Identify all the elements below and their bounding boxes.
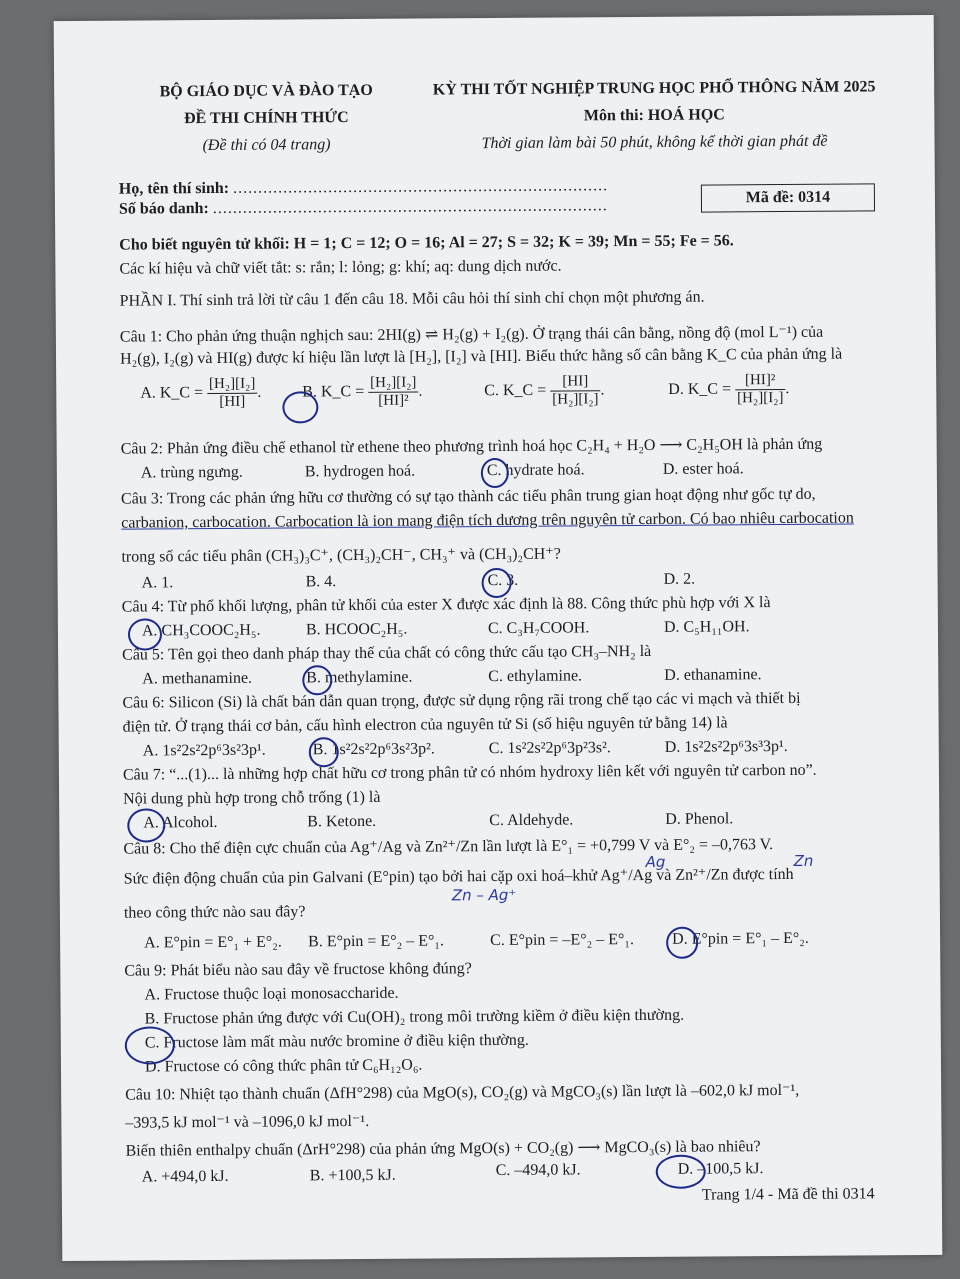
exam-code-box: Mã đề: 0314 (701, 183, 875, 212)
q7-line-2: Nội dung phù hợp trong chỗ trống (1) là (123, 788, 381, 808)
q4-line: Câu 4: Từ phổ khối lượng, phân tử khối của ester X được xác định là 88. Công thức phù hợp với X là (121, 594, 771, 616)
q5-option-d: D. ethanamine. (664, 666, 762, 684)
q6-option-c: C. 1s²2s²2p⁶3p²3s². (488, 739, 611, 758)
q8-line-2: Sức điện động chuẩn của pin Galvani (E°pin) tạo bởi hai cặp oxi hoá–khử Ag⁺/Ag và Zn²⁺/Zn được tính (123, 865, 794, 888)
q8-line-3: theo công thức nào sau đây? (123, 903, 306, 922)
q7-line-1: Câu 7: “...(1)... là những hợp chất hữu cơ trong phân tử có nhóm hydroxy liên kết với nguyên tử carbon no”. (122, 761, 817, 784)
q3-line-2: carbanion, carbocation. Carbocation là ion mang điện tích dương trên nguyên tử carbon. Có bao nhiêu carbocation (121, 509, 854, 532)
candidate-name-line: Họ, tên thí sinh: ........................................................................... (118, 177, 609, 198)
q3-option-a: A. 1. (141, 574, 174, 592)
q3-option-b: B. 4. (305, 573, 337, 591)
q10-option-a: A. +494,0 kJ. (141, 1167, 229, 1186)
exam-title: KỲ THI TỐT NGHIỆP TRUNG HỌC PHỔ THÔNG NĂM 2025 (432, 78, 876, 99)
q6-option-b: B. 1s²2s²2p⁶3s²3p². (312, 740, 435, 759)
ministry-name: BỘ GIÁO DỤC VÀ ĐÀO TẠO (159, 81, 373, 101)
q1-option-c: C. K_C = $\frac{[HI]}{\text{[H₂][I₂]}}$ . (484, 373, 605, 408)
candidate-id-line: Số báo danh: ............................................................................... (118, 197, 608, 218)
q4-option-d: D. C₅H₁₁OH. (663, 618, 750, 636)
q5-line: Câu 5: Tên gọi theo danh pháp thay thế của chất có công thức cấu tạo CH₃–NH₂ là (122, 642, 652, 664)
q8-option-b: B. E°pin = E°₂ – E°₁. (308, 932, 444, 951)
q7-option-b: B. Ketone. (307, 812, 377, 831)
q9-line: Câu 9: Phát biểu nào sau đây về fructose không đúng? (124, 960, 472, 980)
q10-option-b: B. +100,5 kJ. (309, 1166, 396, 1185)
q2-option-c: C. hydrate hoá. (486, 461, 585, 480)
q3-option-c: C. 3. (487, 571, 519, 590)
q1-option-d: D. K_C = $\frac{\text{[HI]²}}{\text{[H₂][I₂]}}$ . (668, 372, 790, 407)
exam-sheet (54, 15, 943, 1261)
q10-line-1: Câu 10: Nhiệt tạo thành chuẩn (ΔfH°298) của MgO(s), CO₂(g) và MgCO₃(s) lần lượt là –602,0 kJ mol⁻¹, (125, 1081, 800, 1104)
q1-option-b: B. K_C = $\frac{\text{[H₂][I₂]}}{\text{[HI]²}}$ . (302, 374, 423, 409)
candidate-name-label: Họ, tên thí sinh: (118, 179, 230, 198)
official-label: ĐỀ THI CHÍNH THỨC (183, 109, 349, 128)
handwritten-zn-ag: Zn – Ag⁺ (451, 885, 517, 905)
q6-line-1: Câu 6: Silicon (Si) là chất bán dẫn quan trọng, được sử dụng rộng rãi trong chế tạo các vi mạch và thiết bị (122, 689, 801, 712)
q5-option-c: C. ethylamine. (488, 667, 583, 686)
q8-option-a: A. E°pin = E°₁ + E°₂. (144, 933, 282, 952)
q7-option-d: D. Phenol. (665, 810, 734, 828)
q6-option-d: D. 1s²2s²2p⁶3s³3p¹. (664, 737, 788, 756)
q1-option-a: A. K_C = $\frac{\text{[H₂][I₂]}}{[HI]}$ . (140, 375, 262, 410)
q10-option-c: C. –494,0 kJ. (495, 1161, 581, 1180)
handwritten-ag: Ag (645, 852, 666, 871)
q10-line-2: –393,5 kJ mol⁻¹ và –1096,0 kJ mol⁻¹. (125, 1112, 370, 1132)
q4-option-a: A. CH₃COOC₂H₅. (141, 621, 261, 640)
q3-line-3: trong số các tiểu phân (CH₃)₃C⁺, (CH₃)₂CH⁻, CH₃⁺ và (CH₃)₂CH⁺? (121, 545, 561, 566)
handwritten-zn: Zn (793, 851, 814, 870)
q9-option-c: C. Fructose làm mất màu nước bromine ở điều kiện thường. (144, 1031, 529, 1052)
q4-option-b: B. HCOOC₂H₅. (305, 620, 408, 639)
q8-option-c: C. E°pin = –E°₂ – E°₁. (490, 931, 634, 950)
time-label: Thời gian làm bài 50 phút, không kể thời gian phát đề (481, 132, 828, 153)
symbols-line: Các kí hiệu và chữ viết tắt: s: rắn; l: lỏng; g: khí; aq: dung dịch nước. (119, 257, 562, 278)
q3-option-d: D. 2. (663, 570, 696, 588)
q1-line-2: H₂(g), I₂(g) và HI(g) được kí hiệu lần lượt là [H₂], [I₂] và [HI]. Biểu thức hằng số cân bằng K_C của phản ứng là (119, 345, 843, 368)
q9-option-d: D. Fructose có công thức phân tử C₆H₁₂O₆. (144, 1056, 423, 1076)
q7-option-a: A. Alcohol. (143, 813, 218, 832)
q5-option-a: A. methanamine. (142, 669, 253, 688)
page-footer: Trang 1/4 - Mã đề thi 0314 (701, 1185, 875, 1204)
atomic-mass-line: Cho biết nguyên tử khối: H = 1; C = 12; O = 16; Al = 27; S = 32; K = 39; Mn = 55; Fe = 56. (119, 232, 734, 254)
subject-label: Môn thi: HOÁ HỌC (583, 106, 725, 125)
q10-option-d: D. –100,5 kJ. (677, 1160, 764, 1178)
q4-option-c: C. C₃H₇COOH. (487, 619, 590, 638)
q5-option-b: B. methylamine. (306, 668, 413, 687)
q2-option-d: D. ester hoá. (662, 460, 744, 478)
header-right (414, 73, 895, 157)
q8-line-1: Câu 8: Cho thế điện cực chuẩn của Ag⁺/Ag và Zn²⁺/Zn lần lượt là E°₁ = +0,799 V và E°₂ = –0,763 V. (123, 836, 774, 858)
q2-option-b: B. hydrogen hoá. (304, 462, 416, 481)
header-left (136, 77, 397, 160)
q3-line-1: Câu 3: Trong các phản ứng hữu cơ thường có sự tạo thành các tiểu phân trung gian hoạt động như gốc tự do, (120, 485, 816, 508)
q2-line: Câu 2: Phản ứng điều chế ethanol từ ethene theo phương trình hoá học C₂H₄ + H₂O ⟶ C₂H₅OH là phản ứng (120, 435, 823, 458)
q9-option-b: B. Fructose phản ứng được với Cu(OH)₂ trong môi trường kiềm ở điều kiện thường. (144, 1006, 685, 1028)
part1-heading: PHẦN I. Thí sinh trả lời từ câu 1 đến câu 18. Mỗi câu hỏi thí sinh chỉ chọn một phương án. (119, 288, 705, 310)
q2-option-a: A. trùng ngưng. (140, 463, 243, 482)
q10-line-3: Biến thiên enthalpy chuẩn (ΔrH°298) của phản ứng MgO(s) + CO₂(g) ⟶ MgCO₃(s) là bao nhiêu? (125, 1138, 761, 1160)
q9-option-a: A. Fructose thuộc loại monosaccharide. (144, 984, 399, 1004)
q6-option-a: A. 1s²2s²2p⁶3s²3p¹. (142, 741, 266, 760)
page-count: (Đề thi có 04 trang) (202, 136, 331, 155)
q6-line-2: điện tử. Ở trạng thái cơ bản, cấu hình electron của nguyên tử Si (số hiệu nguyên tử bằng 14) là (122, 714, 728, 736)
q1-line-1: Câu 1: Cho phản ứng thuận nghịch sau: 2HI(g) ⇌ H₂(g) + I₂(g). Ở trạng thái cân bằng, nồng độ (mol L⁻¹) của (119, 323, 824, 346)
q8-option-d: D. E°pin = E°₁ – E°₂. (672, 929, 809, 948)
candidate-id-label: Số báo danh: (118, 200, 209, 218)
q7-option-c: C. Aldehyde. (489, 811, 574, 830)
